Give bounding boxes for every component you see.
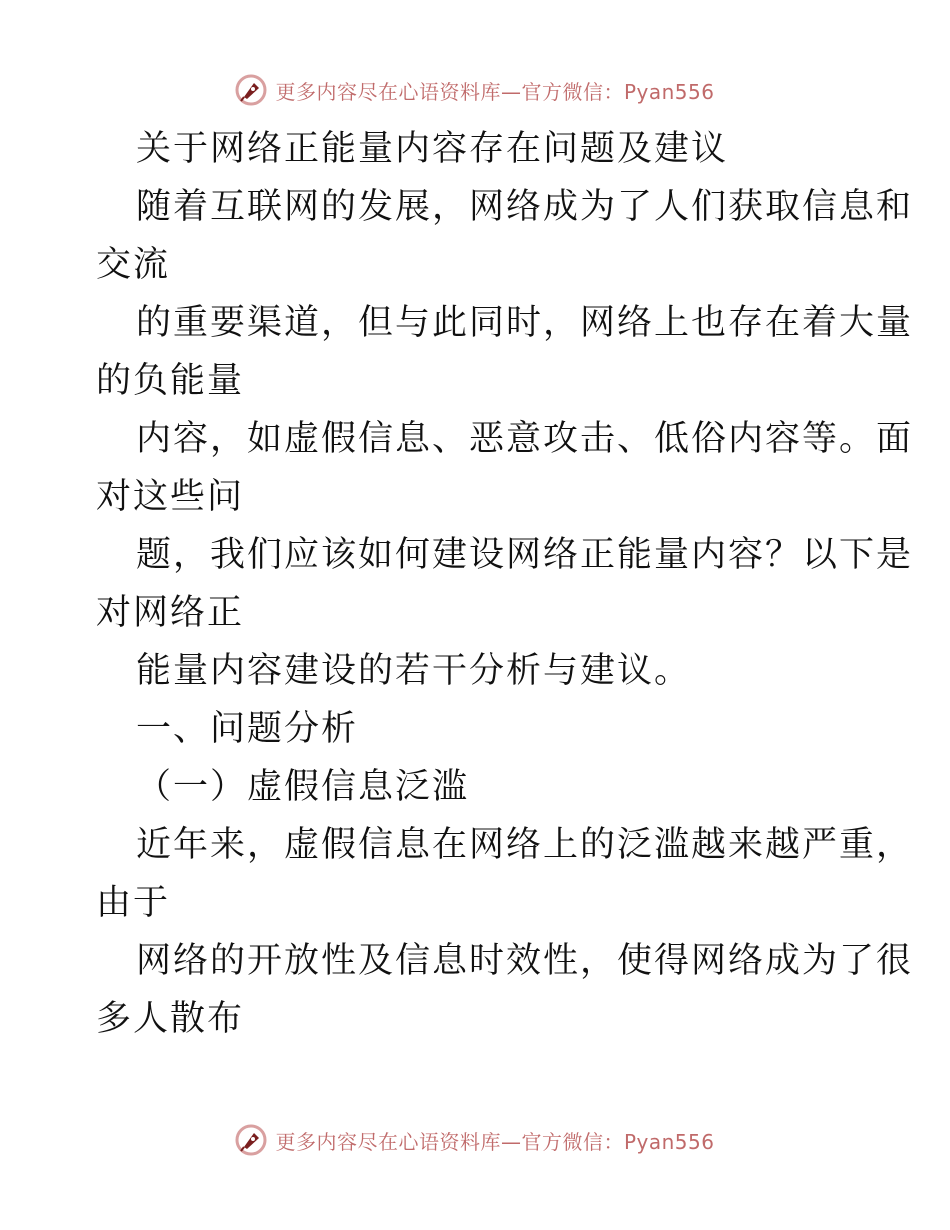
header-banner [0, 70, 950, 110]
paragraph-line: 题，我们应该如何建设网络正能量内容？以下是 [136, 535, 914, 575]
paragraph-line: 对这些问 [96, 477, 245, 517]
paragraph-line: 对网络正 [96, 593, 245, 633]
paragraph-line: 随着互联网的发展，网络成为了人们获取信息和 [136, 187, 914, 227]
section-heading: 一、问题分析 [136, 709, 359, 749]
footer-banner [0, 1120, 950, 1160]
paragraph-line: 近年来，虚假信息在网络上的泛滥越来越严重， [136, 825, 914, 865]
paragraph-line: 网络的开放性及信息时效性，使得网络成为了很 [136, 941, 914, 981]
paragraph-line: 的重要渠道，但与此同时，网络上也存在着大量 [136, 303, 914, 343]
subsection-heading: （一）虚假信息泛滥 [136, 767, 470, 807]
paragraph-line: 多人散布 [96, 999, 245, 1039]
paragraph-line: 由于 [96, 883, 171, 923]
header-banner-text: 更多内容尽在心语资料库—官方微信：Pyan556 [275, 79, 715, 104]
pen-nib-logo-icon [235, 1124, 267, 1156]
paragraph-line: 内容，如虚假信息、恶意攻击、低俗内容等。面 [136, 419, 914, 459]
footer-banner-text: 更多内容尽在心语资料库—官方微信：Pyan556 [275, 1129, 715, 1154]
document-title: 关于网络正能量内容存在问题及建议 [136, 129, 729, 169]
document-body [96, 120, 914, 1048]
paragraph-line: 的负能量 [96, 361, 245, 401]
paragraph-line: 交流 [96, 245, 171, 285]
pen-nib-logo-icon [235, 74, 267, 106]
paragraph-line: 能量内容建设的若干分析与建议。 [136, 651, 692, 691]
